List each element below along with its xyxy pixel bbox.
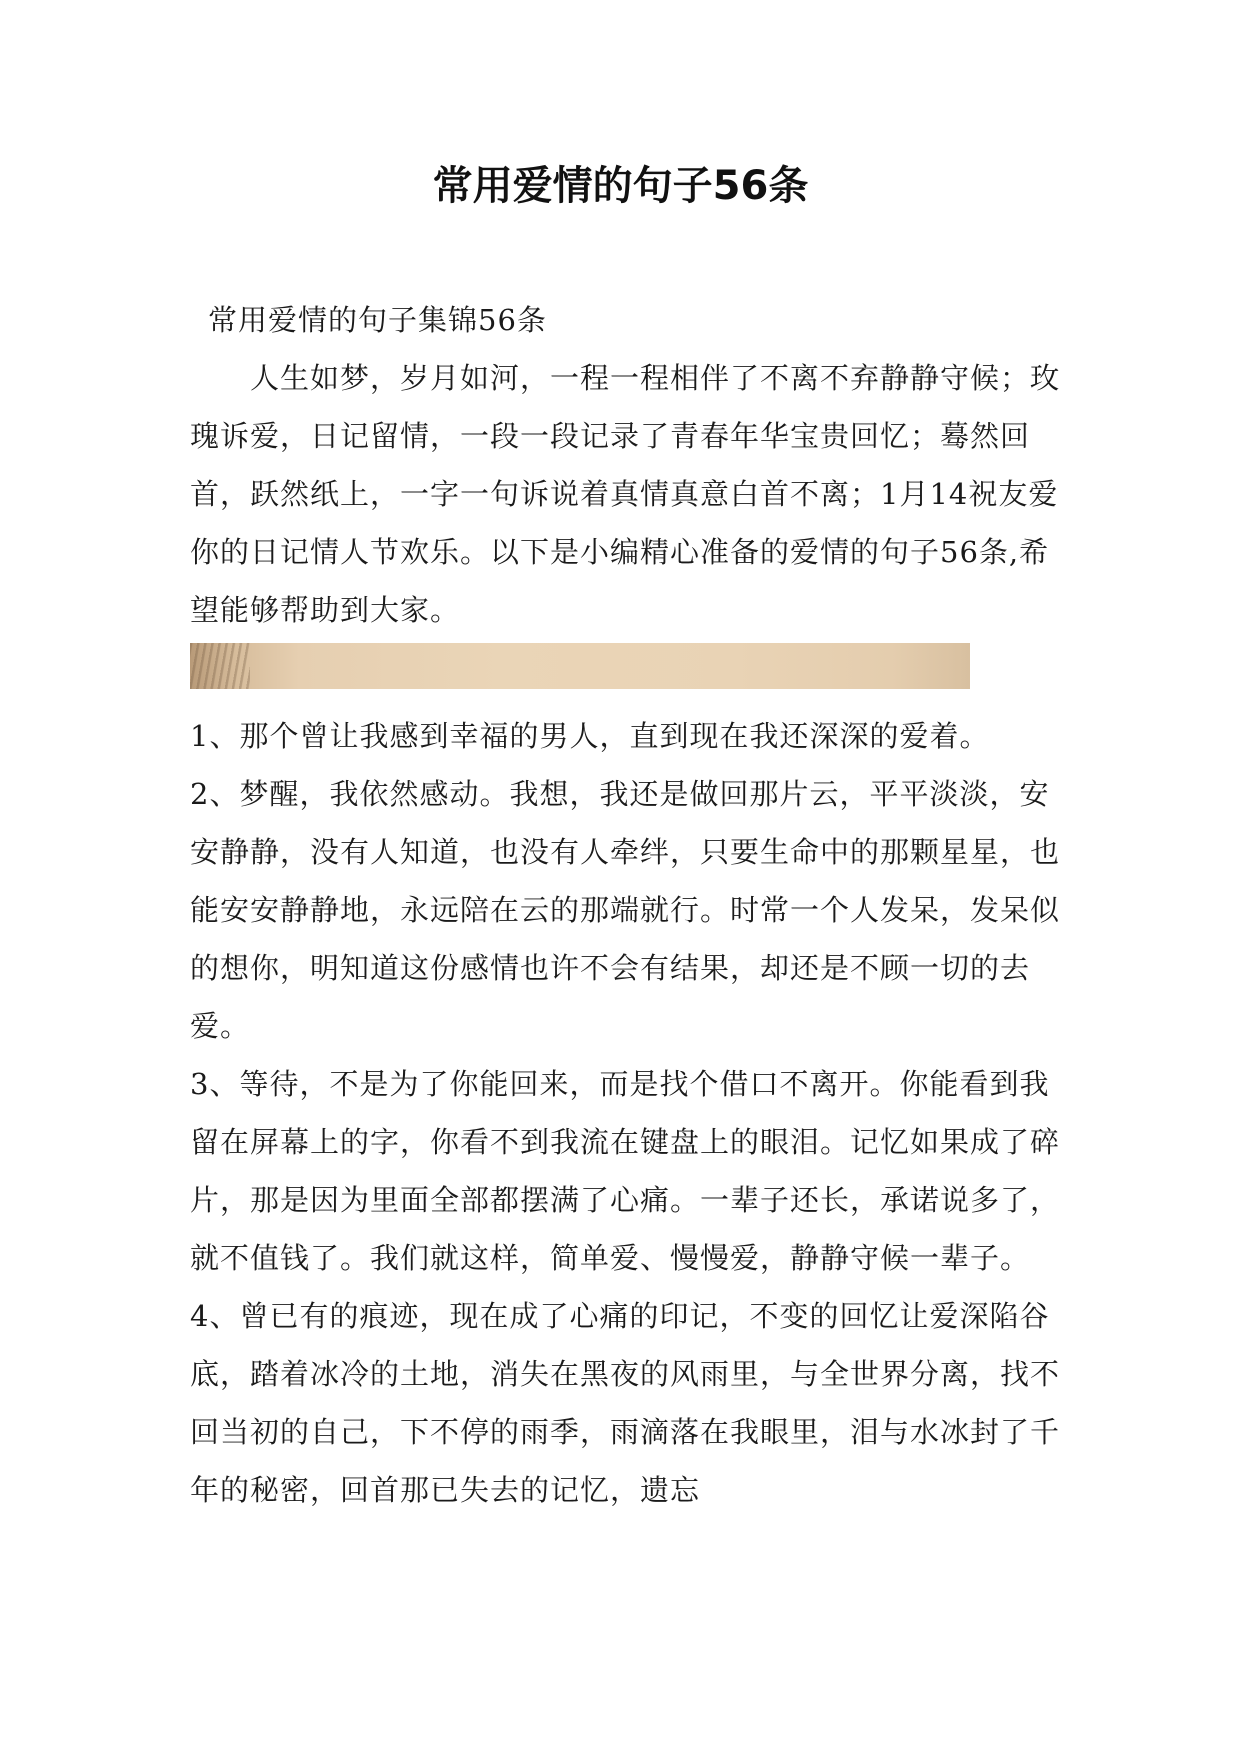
decorative-photo: [190, 643, 970, 689]
list-item: 3、等待，不是为了你能回来，而是找个借口不离开。你能看到我留在屏幕上的字，你看不到我流在键盘上的眼泪。记忆如果成了碎片，那是因为里面全部都摆满了心痛。一辈子还长，承诺说多了，就不值钱了。我们就这样，简单爱、慢慢爱，静静守候一辈子。: [190, 1067, 1061, 1275]
intro-paragraph: 人生如梦，岁月如河，一程一程相伴了不离不弃静静守候；玫瑰诉爱，日记留情，一段一段记录了青春年华宝贵回忆；蓦然回首，跃然纸上，一字一句诉说着真情真意白首不离；1月14祝友爱你的日记情人节欢乐。以下是小编精心准备的爱情的句子56条,希望能够帮助到大家。: [190, 361, 1061, 627]
photo-texture: [190, 643, 250, 689]
document-body: [190, 291, 1070, 1519]
list-item: 1、那个曾让我感到幸福的男人，直到现在我还深深的爱着。: [190, 719, 990, 753]
list-item: 4、曾已有的痕迹，现在成了心痛的印记，不变的回忆让爱深陷谷底，踏着冰冷的土地，消失在黑夜的风雨里，与全世界分离，找不回当初的自己，下不停的雨季，雨滴落在我眼里，泪与水冰封了千年的秘密，回首那已失去的记忆，遗忘: [190, 1299, 1061, 1507]
document-subtitle: 常用爱情的句子集锦56条: [208, 303, 547, 337]
list-item: 2、梦醒，我依然感动。我想，我还是做回那片云，平平淡淡，安安静静，没有人知道，也没有人牵绊，只要生命中的那颗星星，也能安安静静地，永远陪在云的那端就行。时常一个人发呆，发呆似的想你，明知道这份感情也许不会有结果，却还是不顾一切的去爱。: [190, 777, 1061, 1043]
document-title: 常用爱情的句子56条: [432, 163, 809, 209]
